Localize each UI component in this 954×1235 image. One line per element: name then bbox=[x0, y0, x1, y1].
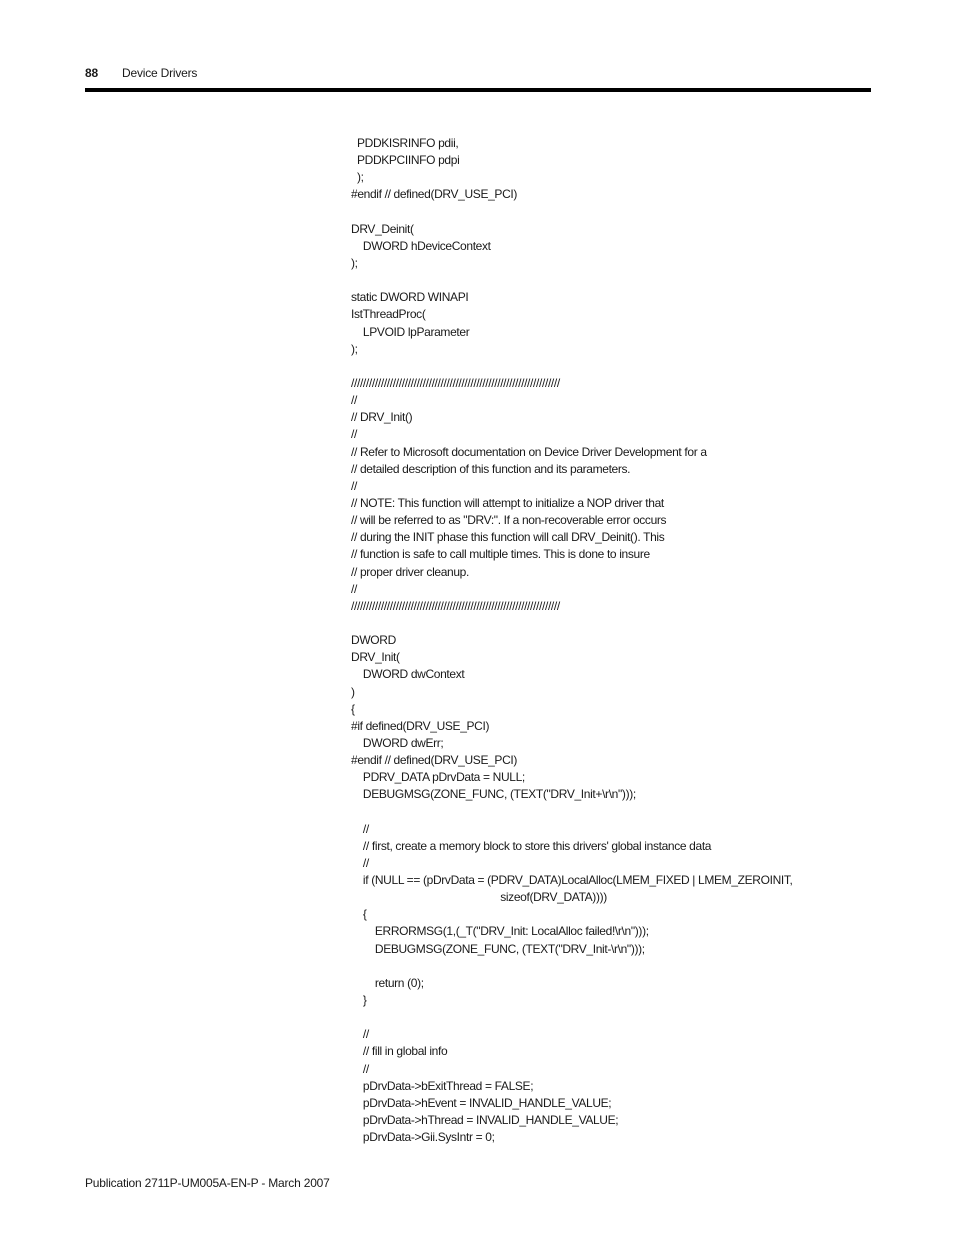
code-line: // bbox=[351, 478, 357, 493]
code-line: #endif // defined(DRV_USE_PCI) bbox=[351, 187, 518, 202]
code-line: if (NULL == (pDrvData = (PDRV_DATA)LocalAlloc(LMEM_FIXED | LMEM_ZEROINIT, bbox=[351, 873, 793, 888]
code-line: // bbox=[351, 821, 369, 836]
code-line: { bbox=[351, 907, 367, 922]
code-line: // fill in global info bbox=[351, 1044, 448, 1059]
code-line: pDrvData->hThread = INVALID_HANDLE_VALUE; bbox=[351, 1113, 619, 1128]
code-line: // bbox=[351, 1027, 369, 1042]
code-line bbox=[351, 958, 851, 975]
page-header bbox=[0, 0, 954, 100]
code-line: { bbox=[351, 701, 355, 716]
code-line: #endif // defined(DRV_USE_PCI) bbox=[351, 753, 518, 768]
code-line: pDrvData->Gii.SysIntr = 0; bbox=[351, 1130, 495, 1145]
code-line: // bbox=[351, 393, 357, 408]
code-line: static DWORD WINAPI bbox=[351, 290, 469, 305]
code-line: DWORD dwErr; bbox=[351, 735, 444, 750]
code-line: ); bbox=[351, 255, 358, 270]
code-line: ////////////////////////////////////////////////////////////////////// bbox=[351, 598, 560, 613]
code-listing bbox=[351, 135, 851, 1146]
publication-footer: Publication 2711P-UM005A-EN-P - March 2007 bbox=[85, 1176, 330, 1190]
code-line: ) bbox=[351, 684, 355, 699]
code-line: // DRV_Init() bbox=[351, 410, 413, 425]
code-line: PDRV_DATA pDrvData = NULL; bbox=[351, 770, 525, 785]
code-line: // bbox=[351, 1061, 369, 1076]
code-line: ); bbox=[351, 341, 358, 356]
code-line: } bbox=[351, 993, 367, 1008]
code-line: ERRORMSG(1,(_T("DRV_Init: LocalAlloc failed!\r\n"))); bbox=[351, 924, 649, 939]
code-line: DWORD hDeviceContext bbox=[351, 238, 491, 253]
code-line: #if defined(DRV_USE_PCI) bbox=[351, 718, 490, 733]
code-line: // NOTE: This function will attempt to initialize a NOP driver that bbox=[351, 495, 664, 510]
code-line: LPVOID lpParameter bbox=[351, 324, 470, 339]
code-line: ); bbox=[351, 170, 364, 185]
code-line bbox=[351, 1009, 851, 1026]
section-title: Device Drivers bbox=[122, 66, 198, 80]
code-line: // bbox=[351, 581, 357, 596]
code-line: // function is safe to call multiple times. This is done to insure bbox=[351, 547, 650, 562]
code-line: // Refer to Microsoft documentation on Device Driver Development for a bbox=[351, 444, 707, 459]
code-line: return (0); bbox=[351, 975, 424, 990]
code-line: // bbox=[351, 855, 369, 870]
code-line bbox=[351, 204, 851, 221]
code-line bbox=[351, 272, 851, 289]
code-line: // during the INIT phase this function will call DRV_Deinit(). This bbox=[351, 530, 665, 545]
code-line: PDDKISRINFO pdii, bbox=[351, 136, 459, 150]
code-line: DWORD bbox=[351, 633, 396, 648]
code-line: // detailed description of this function and its parameters. bbox=[351, 461, 631, 476]
code-line bbox=[351, 803, 851, 820]
code-line: DRV_Init( bbox=[351, 650, 400, 665]
code-line bbox=[351, 615, 851, 632]
header-rule bbox=[85, 88, 871, 92]
code-line: sizeof(DRV_DATA)))) bbox=[351, 890, 607, 905]
code-line bbox=[351, 358, 851, 375]
code-line: IstThreadProc( bbox=[351, 307, 426, 322]
code-line: DRV_Deinit( bbox=[351, 221, 414, 236]
code-line: pDrvData->bExitThread = FALSE; bbox=[351, 1078, 534, 1093]
code-line: // bbox=[351, 427, 357, 442]
code-line: PDDKPCIINFO pdpi bbox=[351, 153, 460, 168]
code-line: DEBUGMSG(ZONE_FUNC, (TEXT("DRV_Init+\r\n"))); bbox=[351, 787, 636, 802]
code-line: DEBUGMSG(ZONE_FUNC, (TEXT("DRV_Init-\r\n"))); bbox=[351, 941, 645, 956]
code-line: DWORD dwContext bbox=[351, 667, 465, 682]
code-line: pDrvData->hEvent = INVALID_HANDLE_VALUE; bbox=[351, 1095, 612, 1110]
code-line: // first, create a memory block to store this drivers' global instance data bbox=[351, 838, 712, 853]
page-number: 88 bbox=[85, 66, 98, 80]
code-line: // will be referred to as "DRV:". If a non-recoverable error occurs bbox=[351, 513, 667, 528]
code-line: ////////////////////////////////////////////////////////////////////// bbox=[351, 375, 560, 390]
code-line: // proper driver cleanup. bbox=[351, 564, 469, 579]
